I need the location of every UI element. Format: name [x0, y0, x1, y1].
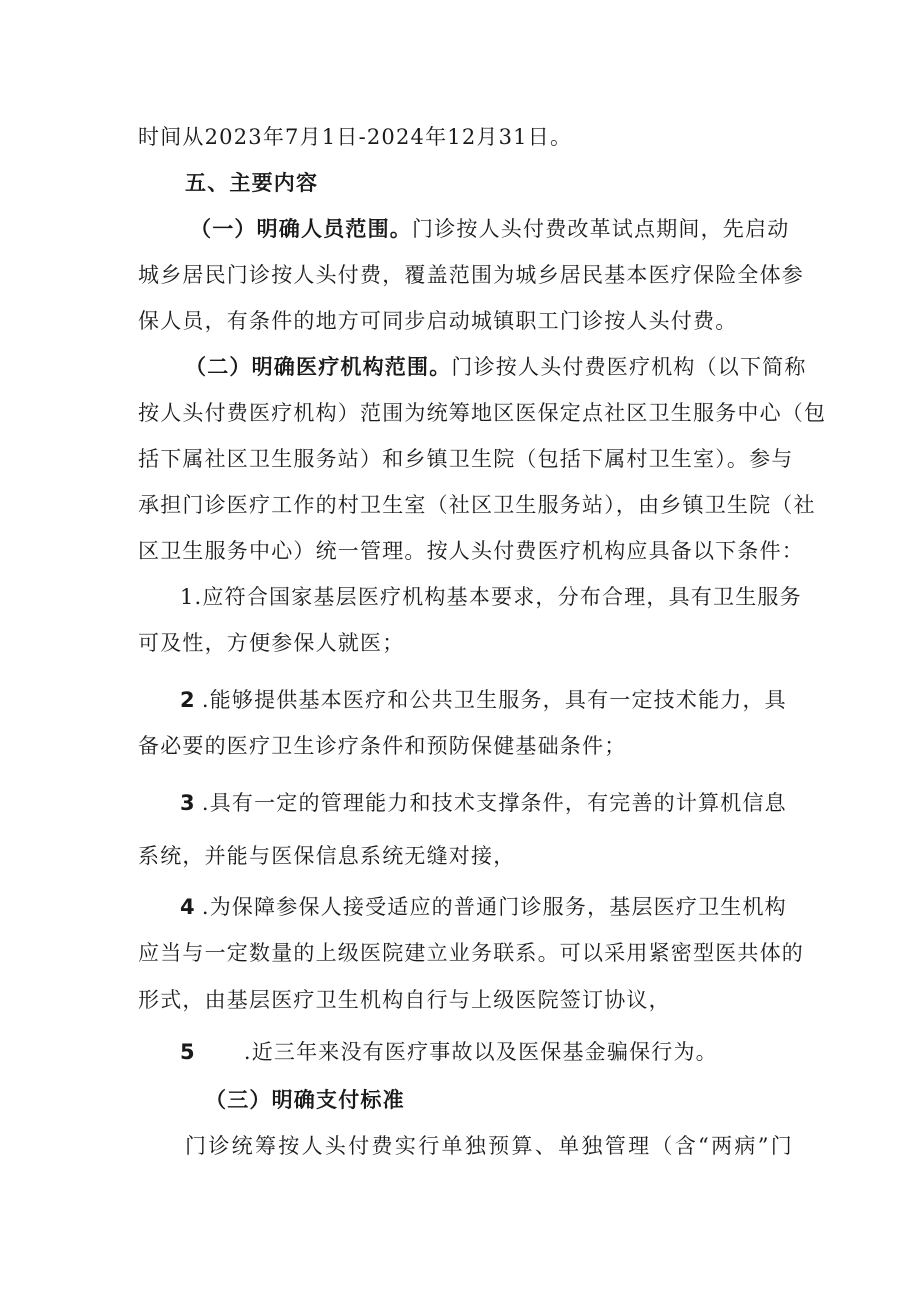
- list-item-number: 4: [180, 895, 196, 919]
- list-item-4-line1: [180, 892, 787, 922]
- list-item-5-line1: [180, 1037, 718, 1067]
- list-item-number: 5: [180, 1040, 196, 1064]
- list-item-number: 2: [180, 688, 196, 712]
- paragraph-institution-scope-line2: 按人头付费医疗机构）范围为统筹地区医保定点社区卫生服务中心（包: [138, 401, 827, 425]
- list-item-3-line1: [180, 788, 787, 818]
- paragraph-text: 门诊按人头付费改革试点期间，先启动: [412, 217, 790, 241]
- paragraph-institution-scope-line4: 承担门诊医疗工作的村卫生室（社区卫生服务站），由乡镇卫生院（社: [138, 493, 816, 517]
- paragraph-heading-personnel-scope: （一）明确人员范围。: [190, 217, 412, 241]
- paragraph-heading-institution-scope: （二）明确医疗机构范围。: [185, 355, 452, 379]
- list-item-number: 3: [180, 791, 196, 815]
- time-range-line: 时间从2023年7月1日-2024年12月31日。: [138, 125, 573, 149]
- list-item-text: .近三年来没有医疗事故以及医保基金骗保行为。: [243, 1040, 718, 1064]
- paragraph-heading-payment-standard: （三）明确支付标准: [205, 1088, 405, 1112]
- paragraph-text: 门诊按人头付费医疗机构（以下简称: [451, 355, 807, 379]
- paragraph-institution-scope-line3: 括下属社区卫生服务站）和乡镇卫生院（包括下属村卫生室）。参与: [138, 447, 794, 471]
- list-item-text: .具有一定的管理能力和技术支撑条件，有完善的计算机信息: [201, 791, 787, 815]
- list-item-1-line1: 1.应符合国家基层医疗机构基本要求，分布合理，具有卫生服务: [180, 585, 802, 609]
- paragraph-payment-standard-line1: 门诊统筹按人头付费实行单独预算、单独管理（含“两病”门: [185, 1134, 793, 1158]
- list-item-2-line1: [180, 685, 787, 715]
- paragraph-institution-scope-line1: [185, 352, 807, 382]
- list-item-text: .为保障参保人接受适应的普通门诊服务，基层医疗卫生机构: [201, 895, 787, 919]
- paragraph-personnel-scope-line1: [190, 214, 789, 244]
- list-item-2-line2: 备必要的医疗卫生诊疗条件和预防保健基础条件；: [138, 734, 627, 758]
- list-item-3-line2: 系统，并能与医保信息系统无缝对接，: [138, 844, 516, 868]
- section-heading-main-content: 五、主要内容: [185, 171, 319, 195]
- list-item-text: .能够提供基本医疗和公共卫生服务，具有一定技术能力，具: [201, 688, 787, 712]
- paragraph-personnel-scope-line3: 保人员，有条件的地方可同步启动城镇职工门诊按人头付费。: [138, 309, 738, 333]
- list-item-4-line3: 形式，由基层医疗卫生机构自行与上级医院签订协议，: [138, 988, 671, 1012]
- list-item-4-line2: 应当与一定数量的上级医院建立业务联系。可以采用紧密型医共体的: [138, 941, 804, 965]
- paragraph-institution-scope-line5: 区卫生服务中心）统一管理。按人头付费医疗机构应具备以下条件：: [138, 539, 804, 563]
- list-item-1-line2: 可及性，方便参保人就医；: [138, 631, 405, 655]
- paragraph-personnel-scope-line2: 城乡居民门诊按人头付费，覆盖范围为城乡居民基本医疗保险全体参: [138, 263, 804, 287]
